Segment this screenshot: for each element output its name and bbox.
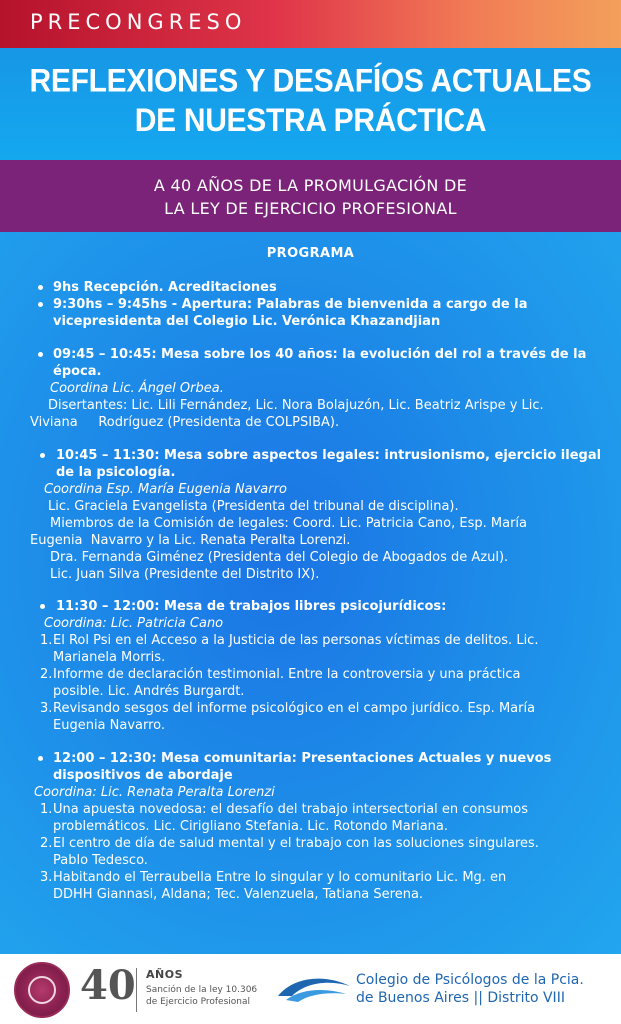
session1-speakers-line1: Disertantes: Lic. Lili Fernández, Lic. Nora Bolajuzón, Lic. Beatriz Arispe y Lic. [48, 398, 544, 413]
law-sanction-line1: Sanción de la ley 10.306 [146, 985, 258, 995]
program-item-opening-line2: vicepresidenta del Colegio Lic. Verónica Khazandjian [53, 314, 441, 329]
list-number: 2. [40, 667, 53, 682]
session4-item2-line2: Pablo Tedesco. [53, 853, 148, 868]
session3-item3-line1: Revisando sesgos del informe psicológico en el campo jurídico. Esp. María [53, 701, 536, 716]
session2-speaker-line1: Lic. Graciela Evangelista (Presidenta del tribunal de disciplina). [48, 499, 459, 514]
seal-ring [28, 976, 56, 1004]
program-panel [0, 232, 621, 954]
event-title-line1: REFLEXIONES Y DESAFÍOS ACTUALES [29, 63, 592, 99]
footer-bar [0, 954, 621, 1024]
list-number: 3. [40, 701, 53, 716]
session4-item3-line1: Habitando el Terraubella Entre lo singular y lo comunitario Lic. Mg. en [53, 870, 507, 885]
law-sanction-text [146, 984, 257, 1008]
session4-title-line2: dispositivos de abordaje [53, 768, 233, 783]
session2-title-line2: de la psicología. [56, 465, 176, 480]
event-subtitle [0, 174, 621, 220]
session2-speaker-line2: Miembros de la Comisión de legales: Coord. Lic. Patricia Cano, Esp. María [50, 516, 528, 531]
bullet-icon [38, 756, 43, 761]
session4-coordinator: Coordina: Lic. Renata Peralta Lorenzi [34, 785, 275, 800]
list-number: 3. [40, 870, 53, 885]
list-number: 1. [40, 633, 53, 648]
session2-title-line1: 10:45 – 11:30: Mesa sobre aspectos legales: intrusionismo, ejercicio ilegal [56, 448, 602, 463]
session1-coordinator: Coordina Lic. Ángel Orbea. [50, 381, 224, 396]
program-item-opening-line1: 9:30hs – 9:45hs - Apertura: Palabras de bienvenida a cargo de la [53, 297, 528, 312]
title-banner [0, 48, 621, 160]
bullet-icon [38, 302, 43, 307]
colegio-name [356, 971, 584, 1007]
session1-title-line1: 09:45 – 10:45: Mesa sobre los 40 años: la evolución del rol a través de la [53, 347, 587, 362]
event-subtitle-line2: LA LEY DE EJERCICIO PROFESIONAL [164, 199, 457, 218]
list-number: 2. [40, 836, 53, 851]
event-title [0, 61, 621, 141]
anniversary-number: 40 [80, 962, 136, 1009]
colegio-name-line1: Colegio de Psicólogos de la Pcia. [356, 972, 584, 988]
session3-title: 11:30 – 12:00: Mesa de trabajos libres psicojurídicos: [56, 599, 447, 614]
event-title-line2: DE NUESTRA PRÁCTICA [134, 103, 487, 139]
session3-item2-line2: posible. Lic. Andrés Burgardt. [53, 684, 245, 699]
session4-title-line1: 12:00 – 12:30: Mesa comunitaria: Presentaciones Actuales y nuevos [53, 751, 552, 766]
list-number: 1. [40, 802, 53, 817]
session3-item1-line1: El Rol Psi en el Acceso a la Justicia de las personas víctimas de delitos. Lic. [53, 633, 539, 648]
session1-title-line2: época. [53, 364, 102, 379]
session2-speaker-line3: Eugenia Navarro y la Lic. Renata Peralta Lorenzi. [30, 533, 351, 548]
session4-item1-line2: problemáticos. Lic. Cirigliano Stefania. Lic. Rotondo Mariana. [53, 819, 448, 834]
session2-coordinator: Coordina Esp. María Eugenia Navarro [44, 482, 287, 497]
bullet-icon [40, 453, 45, 458]
session2-speaker-line5: Lic. Juan Silva (Presidente del Distrito IX). [50, 567, 320, 582]
session4-item3-line2: DDHH Giannasi, Aldana; Tec. Valenzuela, Tatiana Serena. [53, 887, 424, 902]
subtitle-banner [0, 160, 621, 232]
session4-item1-line1: Una apuesta novedosa: el desafío del trabajo intersectorial en consumos [53, 802, 528, 817]
colegio-wave-logo-icon [276, 974, 352, 1006]
colegio-name-line2: de Buenos Aires || Distrito VIII [356, 990, 565, 1006]
session3-item1-line2: Marianela Morris. [53, 650, 166, 665]
session3-item2-line1: Informe de declaración testimonial. Entre la controversia y una práctica [53, 667, 521, 682]
law-sanction-line2: de Ejercicio Profesional [146, 997, 251, 1007]
top-banner [0, 0, 621, 48]
event-subtitle-line1: A 40 AÑOS DE LA PROMULGACIÓN DE [153, 176, 468, 195]
session4-item2-line1: El centro de día de salud mental y el trabajo con las soluciones singulares. [53, 836, 539, 851]
seal-logo-icon [14, 962, 70, 1018]
program-heading: PROGRAMA [266, 246, 355, 261]
session3-coordinator: Coordina: Lic. Patricia Cano [44, 616, 224, 631]
session1-speakers-line2: Viviana Rodríguez (Presidenta de COLPSIBA). [30, 415, 340, 430]
program-item-reception: 9hs Recepción. Acreditaciones [53, 280, 277, 295]
precongreso-label: PRECONGRESO [30, 10, 247, 34]
anniversary-label: AÑOS [146, 968, 183, 981]
divider [136, 968, 137, 1012]
session2-speaker-line4: Dra. Fernanda Giménez (Presidenta del Colegio de Abogados de Azul). [50, 550, 509, 565]
bullet-icon [40, 604, 45, 609]
session3-item3-line2: Eugenia Navarro. [53, 718, 166, 733]
bullet-icon [38, 285, 43, 290]
bullet-icon [38, 352, 43, 357]
